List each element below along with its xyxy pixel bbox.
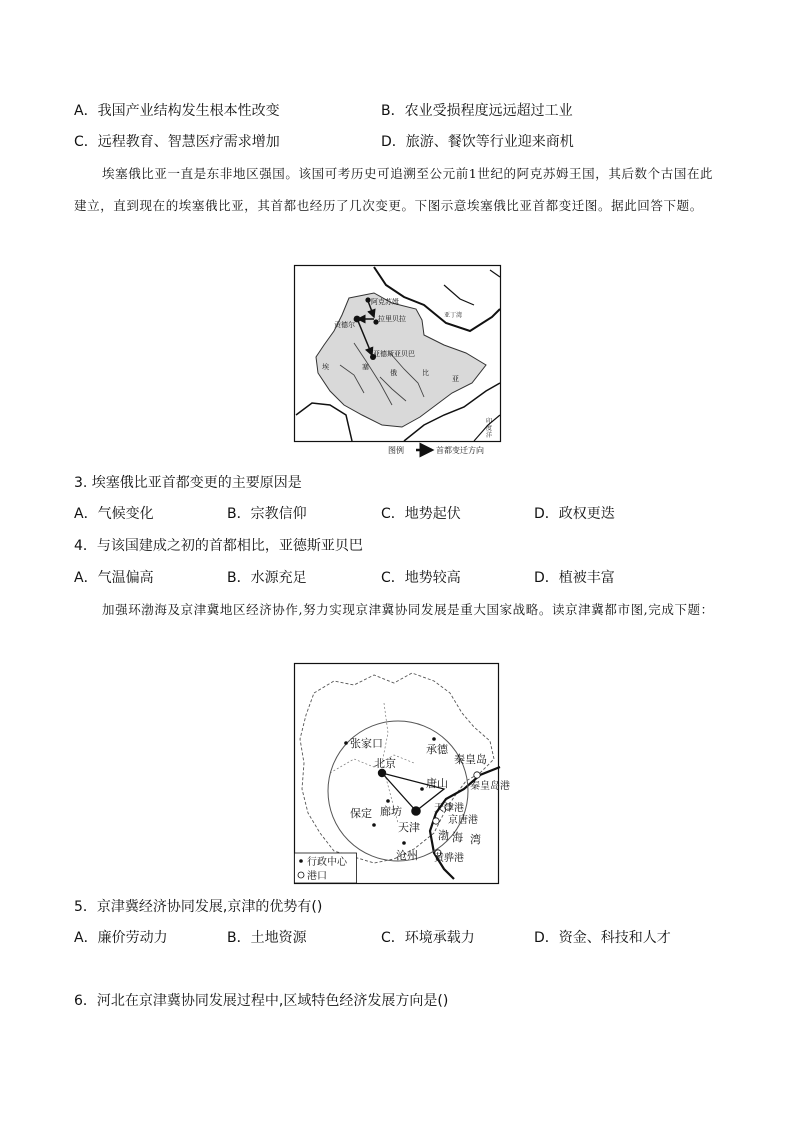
sea-char-2: 海 (452, 831, 463, 844)
country-char-5: 亚 (452, 375, 459, 383)
gulf-label: 亚丁湾 (444, 312, 463, 319)
country-char-2: 塞 (362, 363, 369, 371)
sea-char-1: 渤 (438, 829, 449, 842)
legend-title: 图例 (388, 446, 404, 455)
city-tangshan: 唐山 (426, 777, 448, 790)
city-label-axum: 阿克苏姆 (371, 298, 399, 306)
q4-option-d: D．植被丰富 (534, 570, 615, 586)
legend-center: 行政中心 (307, 857, 347, 868)
jingjinji-map (294, 663, 510, 885)
legend-label: 首都变迁方向 (436, 446, 484, 455)
city-beijing: 北京 (374, 757, 396, 770)
q3-option-b: B．宗教信仰 (227, 506, 307, 522)
port-tianjin: 天津港 (434, 803, 464, 814)
passage-jingjinji-text: 加强环渤海及京津冀地区经济协作,努力实现京津冀协同发展是重大国家战略。读京津冀都市图,完成下题： (102, 602, 714, 617)
city-label-addis: 亚德斯亚贝巴 (373, 350, 415, 358)
q4-option-c: C．地势较高 (381, 570, 461, 586)
port-jingtang: 京唐港 (448, 815, 478, 826)
q2-option-c: C．远程教育、智慧医疗需求增加 (74, 134, 280, 150)
q4-option-b: B．水源充足 (227, 570, 307, 586)
q2-option-a: A．我国产业结构发生根本性改变 (74, 103, 280, 119)
q5-option-c: C．环境承载力 (381, 930, 475, 946)
city-label-lalibela: 拉里贝拉 (378, 315, 406, 323)
sea-char-3: 湾 (470, 833, 481, 846)
q6-stem: 6．河北在京津冀协同发展过程中,区域特色经济发展方向是() (74, 993, 449, 1009)
city-zhangjiakou: 张家口 (350, 737, 383, 750)
country-char-3: 俄 (390, 369, 397, 377)
q3-stem: 3. 埃塞俄比亚首都变更的主要原因是 (74, 475, 302, 491)
passage-ethiopia-text: 埃塞俄比亚一直是东非地区强国。该国可考历史可追溯至公元前1世纪的阿克苏姆王国，其后数个古国在此建立，直到现在的埃塞俄比亚，其首都也经历了几次变更。下图示意埃塞俄比亚首都变迁图。据此回答下题。 (74, 166, 714, 213)
passage-ethiopia (74, 158, 724, 222)
q2-option-b: B．农业受损程度远远超过工业 (381, 103, 573, 119)
q5-stem: 5．京津冀经济协同发展,京津的优势有() (74, 899, 323, 915)
city-cangzhou: 沧州 (396, 849, 418, 862)
ocean-char-2: 度 (486, 425, 493, 432)
ethiopia-capital-map (294, 265, 502, 457)
ocean-char-1: 印 (486, 418, 493, 425)
q4-stem: 4．与该国建成之初的首都相比，亚德斯亚贝巴 (74, 538, 363, 554)
city-baoding: 保定 (350, 807, 372, 820)
q3-option-c: C．地势起伏 (381, 506, 461, 522)
port-huanghua: 黄骅港 (434, 853, 464, 864)
city-tianjin: 天津 (398, 821, 420, 834)
city-qinhuangdao: 秦皇岛 (454, 753, 487, 766)
q5-option-d: D．资金、科技和人才 (534, 930, 671, 946)
city-langfang: 廊坊 (380, 805, 402, 818)
passage-jingjinji (74, 594, 724, 626)
q3-option-a: A．气候变化 (74, 506, 154, 522)
city-label-gondar: 贡德尔 (334, 321, 355, 329)
q4-option-a: A．气温偏高 (74, 570, 154, 586)
q5-option-b: B．土地资源 (227, 930, 307, 946)
country-char-4: 比 (422, 369, 429, 377)
port-qinhuangdao: 秦皇岛港 (470, 781, 510, 792)
ocean-char-3: 洋 (486, 432, 493, 439)
q3-option-d: D．政权更迭 (534, 506, 615, 522)
legend-port: 港口 (307, 871, 327, 882)
q2-option-d: D．旅游、餐饮等行业迎来商机 (381, 134, 574, 150)
axum-dot (365, 297, 370, 302)
city-chengde: 承德 (426, 743, 448, 756)
q5-option-a: A．廉价劳动力 (74, 930, 168, 946)
country-char-1: 埃 (322, 363, 329, 371)
